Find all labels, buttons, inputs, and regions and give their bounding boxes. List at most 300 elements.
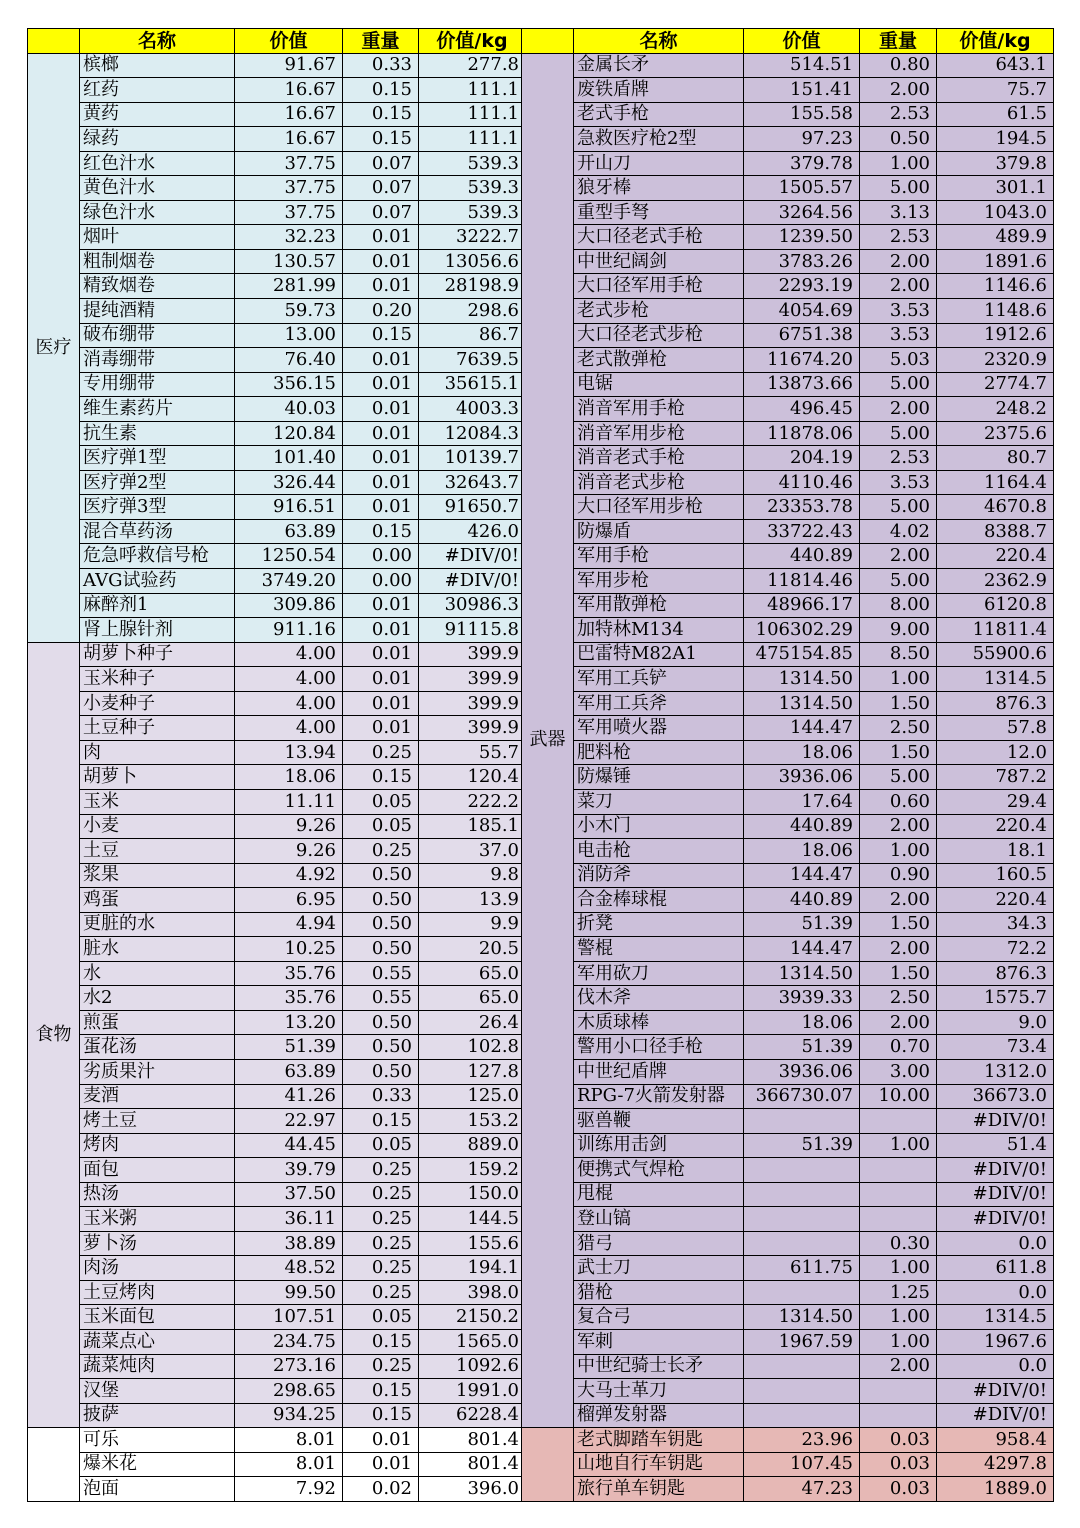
category-cell [522,1428,574,1502]
table-row [28,200,526,225]
table-row [28,78,526,103]
table-row [522,1354,1054,1379]
item-value-per-kg-cell: 11811.4 [937,618,1054,643]
table-row [522,691,1054,716]
item-name-cell: 警棍 [574,937,744,962]
item-weight-cell: 0.25 [343,1354,419,1379]
item-weight-cell: 0.01 [343,667,419,692]
item-weight-cell: 2.53 [860,225,937,250]
item-weight-cell: 3.53 [860,299,937,324]
item-weight-cell: 2.00 [860,814,937,839]
item-value-cell: 16.67 [235,102,343,127]
item-weight-cell: 0.25 [343,839,419,864]
item-name-cell: 武士刀 [574,1256,744,1281]
right-item-table [521,28,1054,1502]
item-value-cell: 37.50 [235,1182,343,1207]
table-row [522,78,1054,103]
item-value-per-kg-cell: 7639.5 [419,348,526,373]
item-name-cell: 煎蛋 [80,1010,235,1035]
table-row [28,691,526,716]
item-name-cell: 肉 [80,740,235,765]
item-value-per-kg-cell: 6120.8 [937,593,1054,618]
item-weight-cell: 0.01 [343,274,419,299]
table-row [28,397,526,422]
item-value-cell: 3936.06 [744,765,860,790]
item-name-cell: 蔬菜炖肉 [80,1354,235,1379]
item-name-cell: 精致烟卷 [80,274,235,299]
item-value-per-kg-cell: 6228.4 [419,1403,526,1428]
item-weight-cell: 2.00 [860,397,937,422]
item-name-cell: 老式手枪 [574,102,744,127]
item-value-per-kg-cell: 111.1 [419,102,526,127]
item-value-cell: 11.11 [235,789,343,814]
item-value-cell [744,1207,860,1232]
table-row [28,618,526,643]
item-weight-cell: 0.02 [343,1477,419,1502]
item-weight-cell: 0.01 [343,642,419,667]
item-value-cell: 107.45 [744,1452,860,1477]
item-value-cell: 44.45 [235,1133,343,1158]
item-weight-cell: 0.15 [343,1379,419,1404]
item-weight-cell: 2.53 [860,446,937,471]
header-category [28,29,80,54]
item-value-per-kg-cell: 220.4 [937,888,1054,913]
table-row [28,888,526,913]
item-value-per-kg-cell: 35615.1 [419,372,526,397]
item-value-cell: 144.47 [744,863,860,888]
table-row [522,544,1054,569]
table-row [522,127,1054,152]
item-name-cell: 军用砍刀 [574,961,744,986]
item-value-cell: 51.39 [744,1035,860,1060]
item-name-cell: 肥料枪 [574,740,744,765]
item-value-per-kg-cell: 26.4 [419,1010,526,1035]
item-value-per-kg-cell: 1314.5 [937,667,1054,692]
item-value-cell: 611.75 [744,1256,860,1281]
item-value-per-kg-cell: 787.2 [937,765,1054,790]
item-value-per-kg-cell: #DIV/0! [419,569,526,594]
item-name-cell: 黄药 [80,102,235,127]
item-weight-cell: 5.00 [860,421,937,446]
table-row [522,961,1054,986]
item-value-per-kg-cell: #DIV/0! [937,1207,1054,1232]
item-value-per-kg-cell: 399.9 [419,667,526,692]
item-weight-cell: 0.00 [343,569,419,594]
table-row [28,839,526,864]
item-name-cell: 小木门 [574,814,744,839]
item-value-per-kg-cell: 28198.9 [419,274,526,299]
item-value-cell: 11674.20 [744,348,860,373]
item-weight-cell: 0.50 [343,912,419,937]
item-weight-cell: 0.50 [343,1059,419,1084]
item-value-cell [744,1231,860,1256]
item-value-cell: 440.89 [744,544,860,569]
item-weight-cell: 0.15 [343,127,419,152]
item-value-per-kg-cell: 51.4 [937,1133,1054,1158]
item-name-cell: RPG-7火箭发射器 [574,1084,744,1109]
table-row [522,151,1054,176]
item-name-cell: 消音老式步枪 [574,470,744,495]
item-name-cell: 土豆 [80,839,235,864]
item-name-cell: 小麦种子 [80,691,235,716]
item-name-cell: 玉米种子 [80,667,235,692]
left-table-body [28,53,526,1501]
table-row [522,1059,1054,1084]
item-value-cell: 51.39 [744,1133,860,1158]
item-name-cell: 大口径军用手枪 [574,274,744,299]
table-row [522,1256,1054,1281]
item-value-cell: 4054.69 [744,299,860,324]
item-value-cell: 379.78 [744,151,860,176]
item-name-cell: 麻醉剂1 [80,593,235,618]
item-value-cell: 48966.17 [744,593,860,618]
header-value: 价值 [744,29,860,54]
table-row [28,1354,526,1379]
item-name-cell: 红药 [80,78,235,103]
item-name-cell: 爆米花 [80,1452,235,1477]
category-cell: 武器 [522,53,574,1428]
item-weight-cell: 0.50 [343,1035,419,1060]
item-value-per-kg-cell: 1967.6 [937,1329,1054,1354]
item-value-per-kg-cell: 489.9 [937,225,1054,250]
item-value-cell: 8.01 [235,1452,343,1477]
item-weight-cell: 5.03 [860,348,937,373]
table-row [522,618,1054,643]
item-value-cell: 3749.20 [235,569,343,594]
item-name-cell: 维生素药片 [80,397,235,422]
item-value-cell: 97.23 [744,127,860,152]
table-row [522,1477,1054,1502]
item-name-cell: 热汤 [80,1182,235,1207]
item-weight-cell: 0.55 [343,986,419,1011]
item-value-cell: 23353.78 [744,495,860,520]
item-value-cell: 13.20 [235,1010,343,1035]
item-value-cell: 6.95 [235,888,343,913]
table-row [522,1035,1054,1060]
item-value-cell: 22.97 [235,1109,343,1134]
item-value-cell: 4.00 [235,667,343,692]
item-weight-cell: 0.01 [343,421,419,446]
table-row [28,667,526,692]
table-row [522,888,1054,913]
item-name-cell: 防爆锤 [574,765,744,790]
item-value-cell: 911.16 [235,618,343,643]
item-weight-cell: 8.50 [860,642,937,667]
item-value-cell: 155.58 [744,102,860,127]
item-value-per-kg-cell: 144.5 [419,1207,526,1232]
item-value-per-kg-cell: 801.4 [419,1452,526,1477]
item-value-per-kg-cell: 61.5 [937,102,1054,127]
item-weight-cell: 0.01 [343,495,419,520]
item-value-per-kg-cell: 4670.8 [937,495,1054,520]
item-value-per-kg-cell: 150.0 [419,1182,526,1207]
item-value-cell: 3783.26 [744,249,860,274]
item-value-cell: 120.84 [235,421,343,446]
item-value-per-kg-cell: 2362.9 [937,569,1054,594]
item-value-per-kg-cell: 55.7 [419,740,526,765]
item-name-cell: 泡面 [80,1477,235,1502]
item-name-cell: 军用喷火器 [574,716,744,741]
item-value-per-kg-cell: 1314.5 [937,1305,1054,1330]
item-name-cell: 登山镐 [574,1207,744,1232]
item-value-per-kg-cell: 1043.0 [937,200,1054,225]
item-name-cell: 浆果 [80,863,235,888]
table-row [522,863,1054,888]
table-row [28,1231,526,1256]
item-name-cell: 抗生素 [80,421,235,446]
item-weight-cell: 1.00 [860,667,937,692]
item-value-per-kg-cell: 4003.3 [419,397,526,422]
header-category [522,29,574,54]
table-row [28,1182,526,1207]
table-row [28,1256,526,1281]
item-weight-cell: 1.25 [860,1280,937,1305]
item-weight-cell: 0.50 [343,1010,419,1035]
item-value-per-kg-cell: 277.8 [419,53,526,78]
item-value-per-kg-cell: 0.0 [937,1354,1054,1379]
item-value-per-kg-cell: 248.2 [937,397,1054,422]
item-weight-cell: 10.00 [860,1084,937,1109]
table-row [28,642,526,667]
item-value-cell: 13.94 [235,740,343,765]
item-value-cell: 10.25 [235,937,343,962]
table-row [522,839,1054,864]
table-row [28,1207,526,1232]
item-value-cell: 916.51 [235,495,343,520]
item-value-per-kg-cell: 396.0 [419,1477,526,1502]
item-name-cell: 萝卜汤 [80,1231,235,1256]
item-weight-cell: 0.15 [343,78,419,103]
table-row [28,593,526,618]
header-row [28,29,526,54]
item-value-per-kg-cell: 4297.8 [937,1452,1054,1477]
table-row [28,1305,526,1330]
item-weight-cell: 0.80 [860,53,937,78]
item-weight-cell: 0.25 [343,1158,419,1183]
item-name-cell: 废铁盾牌 [574,78,744,103]
item-value-cell: 40.03 [235,397,343,422]
category-cell: 食物 [28,642,80,1428]
item-value-per-kg-cell: 1146.6 [937,274,1054,299]
item-value-cell [744,1182,860,1207]
item-value-cell: 144.47 [744,937,860,962]
item-name-cell: 菜刀 [574,789,744,814]
item-name-cell: 破布绷带 [80,323,235,348]
table-row [522,249,1054,274]
item-value-per-kg-cell: 1912.6 [937,323,1054,348]
item-value-cell: 38.89 [235,1231,343,1256]
item-value-per-kg-cell: 86.7 [419,323,526,348]
item-name-cell: 防爆盾 [574,519,744,544]
header-value-per-kg: 价值/kg [937,29,1054,54]
item-value-per-kg-cell: 539.3 [419,176,526,201]
item-value-per-kg-cell: 301.1 [937,176,1054,201]
item-name-cell: 土豆种子 [80,716,235,741]
item-name-cell: 大口径军用步枪 [574,495,744,520]
item-value-per-kg-cell: 958.4 [937,1428,1054,1453]
item-value-per-kg-cell: 12.0 [937,740,1054,765]
item-value-per-kg-cell: 127.8 [419,1059,526,1084]
item-weight-cell: 0.07 [343,200,419,225]
item-name-cell: 军用散弹枪 [574,593,744,618]
item-name-cell: 中世纪阔剑 [574,249,744,274]
item-weight-cell: 0.03 [860,1452,937,1477]
item-value-per-kg-cell: 36673.0 [937,1084,1054,1109]
item-weight-cell: 5.00 [860,176,937,201]
item-value-cell: 37.75 [235,176,343,201]
header-name: 名称 [80,29,235,54]
item-value-per-kg-cell: 2320.9 [937,348,1054,373]
item-value-per-kg-cell: 0.0 [937,1280,1054,1305]
item-name-cell: 军用工兵斧 [574,691,744,716]
item-value-cell: 36.11 [235,1207,343,1232]
item-value-cell: 475154.85 [744,642,860,667]
table-row [28,274,526,299]
item-weight-cell: 3.13 [860,200,937,225]
item-weight-cell: 0.25 [343,1207,419,1232]
item-name-cell: 大口径老式手枪 [574,225,744,250]
item-name-cell: 猎枪 [574,1280,744,1305]
item-value-cell: 13.00 [235,323,343,348]
item-value-per-kg-cell: 1312.0 [937,1059,1054,1084]
item-value-cell: 1314.50 [744,961,860,986]
item-weight-cell: 5.00 [860,495,937,520]
item-value-per-kg-cell: 18.1 [937,839,1054,864]
item-value-per-kg-cell: 611.8 [937,1256,1054,1281]
item-name-cell: 玉米面包 [80,1305,235,1330]
item-weight-cell: 1.50 [860,740,937,765]
header-weight: 重量 [343,29,419,54]
item-value-per-kg-cell: #DIV/0! [937,1379,1054,1404]
item-value-cell: 37.75 [235,151,343,176]
item-value-per-kg-cell: 32643.7 [419,470,526,495]
item-name-cell: 黄色汁水 [80,176,235,201]
table-row [522,348,1054,373]
item-value-cell: 514.51 [744,53,860,78]
item-name-cell: 驱兽鞭 [574,1109,744,1134]
item-value-cell: 1314.50 [744,667,860,692]
item-value-per-kg-cell: 399.9 [419,691,526,716]
table-row [28,176,526,201]
table-row [28,1452,526,1477]
item-weight-cell: 1.00 [860,1329,937,1354]
table-row [522,1231,1054,1256]
table-row [28,299,526,324]
item-value-cell: 151.41 [744,78,860,103]
table-row [522,323,1054,348]
item-weight-cell: 0.01 [343,348,419,373]
item-value-cell: 106302.29 [744,618,860,643]
item-value-per-kg-cell: 13.9 [419,888,526,913]
table-row [28,470,526,495]
item-name-cell: 专用绷带 [80,372,235,397]
item-value-per-kg-cell: 643.1 [937,53,1054,78]
table-row [28,569,526,594]
table-row [522,495,1054,520]
item-value-per-kg-cell: 398.0 [419,1280,526,1305]
table-row [28,1133,526,1158]
item-value-per-kg-cell: 399.9 [419,642,526,667]
item-weight-cell [860,1109,937,1134]
item-name-cell: 医疗弹3型 [80,495,235,520]
item-weight-cell: 0.15 [343,1403,419,1428]
table-row [28,1379,526,1404]
item-weight-cell: 2.50 [860,986,937,1011]
item-value-cell: 204.19 [744,446,860,471]
item-weight-cell: 0.01 [343,691,419,716]
item-value-cell: 1314.50 [744,1305,860,1330]
item-value-cell: 18.06 [744,740,860,765]
table-row [522,642,1054,667]
item-name-cell: 加特林M134 [574,618,744,643]
item-value-cell: 18.06 [235,765,343,790]
table-row [28,225,526,250]
item-name-cell: 电锯 [574,372,744,397]
item-weight-cell [860,1207,937,1232]
item-value-cell [744,1280,860,1305]
item-value-cell: 1967.59 [744,1329,860,1354]
item-value-cell: 326.44 [235,470,343,495]
item-weight-cell: 5.00 [860,765,937,790]
table-row [522,1084,1054,1109]
item-value-per-kg-cell: 9.0 [937,1010,1054,1035]
item-name-cell: 老式散弹枪 [574,348,744,373]
item-value-cell: 99.50 [235,1280,343,1305]
item-value-per-kg-cell: 37.0 [419,839,526,864]
table-row [28,1280,526,1305]
item-value-per-kg-cell: #DIV/0! [937,1403,1054,1428]
table-row [522,765,1054,790]
item-weight-cell: 0.50 [343,863,419,888]
item-value-per-kg-cell: 2150.2 [419,1305,526,1330]
item-value-cell: 91.67 [235,53,343,78]
item-value-per-kg-cell: 1575.7 [937,986,1054,1011]
item-value-per-kg-cell: 65.0 [419,986,526,1011]
item-value-cell: 6751.38 [744,323,860,348]
item-value-per-kg-cell: 222.2 [419,789,526,814]
item-value-per-kg-cell: #DIV/0! [937,1182,1054,1207]
item-value-cell: 1314.50 [744,691,860,716]
item-weight-cell: 0.05 [343,814,419,839]
item-weight-cell: 1.00 [860,1305,937,1330]
item-name-cell: 医疗弹2型 [80,470,235,495]
item-name-cell: 榴弹发射器 [574,1403,744,1428]
table-row [28,1035,526,1060]
table-row [28,814,526,839]
item-value-cell: 76.40 [235,348,343,373]
item-name-cell: 劣质果汁 [80,1059,235,1084]
item-name-cell: 猎弓 [574,1231,744,1256]
item-weight-cell: 0.25 [343,1256,419,1281]
item-value-per-kg-cell: 3222.7 [419,225,526,250]
item-value-cell: 32.23 [235,225,343,250]
item-weight-cell: 0.03 [860,1477,937,1502]
item-value-per-kg-cell: 2375.6 [937,421,1054,446]
item-value-cell: 440.89 [744,888,860,913]
item-value-per-kg-cell: 120.4 [419,765,526,790]
table-row [522,1403,1054,1428]
table-row [522,1158,1054,1183]
table-row [28,863,526,888]
item-value-per-kg-cell: #DIV/0! [419,544,526,569]
table-row [522,397,1054,422]
item-name-cell: 折凳 [574,912,744,937]
table-row [522,470,1054,495]
item-weight-cell [860,1403,937,1428]
item-value-per-kg-cell: 1164.4 [937,470,1054,495]
item-value-cell: 281.99 [235,274,343,299]
item-value-per-kg-cell: 91115.8 [419,618,526,643]
